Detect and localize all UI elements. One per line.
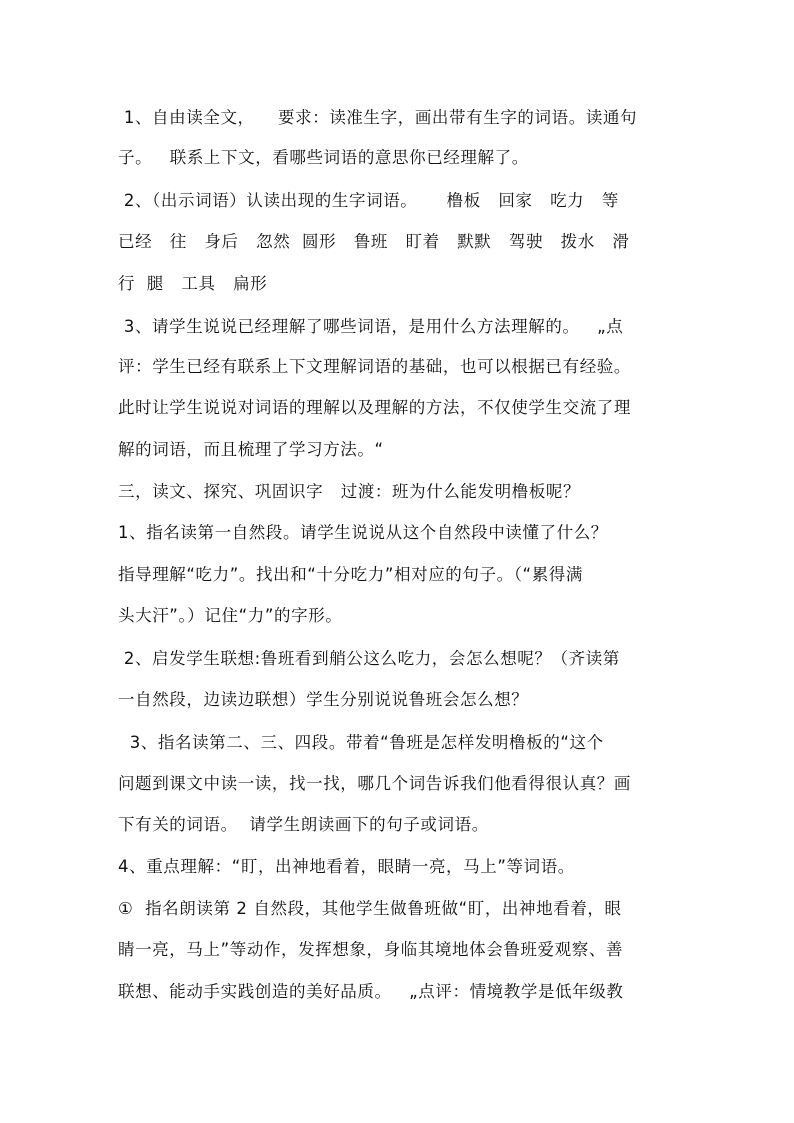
text-line: 下有关的词语。 请学生朗读画下的句子或词语。 [118, 815, 489, 834]
text-line: 3、指名读第二、三、四段。带着“鲁班是怎样发明橹板的“这个 [118, 733, 604, 752]
text-line: 行 腿 工具 扁形 [118, 274, 268, 293]
text-line: 2、（出示词语）认读出现的生字词语。 橹板 回家 吃力 等 [118, 191, 619, 210]
section-heading: 三，读文、探究、巩固识字 过渡：班为什么能发明橹板呢？ [118, 482, 581, 501]
text-line: 3、请学生说说已经理解了哪些词语，是用什么方法理解的。 „点 [118, 317, 624, 336]
text-line: 已经 往 身后 忽然 圆形 鲁班 盯着 默默 驾驶 拨水 滑 [118, 232, 630, 251]
text-line: 子。 联系上下文，看哪些词语的意思你已经理解了。 [118, 148, 529, 167]
text-line: 2、启发学生联想:鲁班看到艄公这么吃力，会怎么想呢？（齐读第 [118, 649, 620, 668]
text-line: 此时让学生说说对词语的理解以及理解的方法，不仅使学生交流了理 [118, 398, 631, 417]
text-line: 指导理解“吃力”。找出和“十分吃力”相对应的句子。（“累得满 [118, 565, 583, 584]
text-line: 睛一亮，马上”等动作，发挥想象，身临其境地体会鲁班爱观察、善 [118, 940, 624, 959]
text-line: ① 指名朗读第 2 自然段，其他学生做鲁班做“盯，出神地看着，眼 [118, 899, 622, 918]
text-line: 1、指名读第一自然段。请学生说说从这个自然段中读懂了什么？ [118, 523, 608, 542]
text-line: 头大汗”。）记住“力”的字形。 [118, 606, 343, 625]
text-line: 1、自由读全文， 要求：读准生字，画出带有生字的词语。读通句 [118, 108, 638, 127]
text-line: 评：学生已经有联系上下文理解词语的基础，也可以根据已有经验。 [118, 357, 631, 376]
text-line: 联想、能动手实践创造的美好品质。 „点评：情境教学是低年级教 [118, 982, 624, 1001]
text-line: 解的词语，而且梳理了学习方法。“ [118, 440, 384, 459]
text-line: 一自然段，边读边联想）学生分别说说鲁班会怎么想？ [118, 690, 529, 709]
text-line: 4、重点理解：“盯，出神地看着，眼睛一亮，马上”等词语。 [118, 857, 575, 876]
text-line: 问题到课文中读一读，找一找，哪几个词告诉我们他看得很认真？画 [118, 774, 631, 793]
